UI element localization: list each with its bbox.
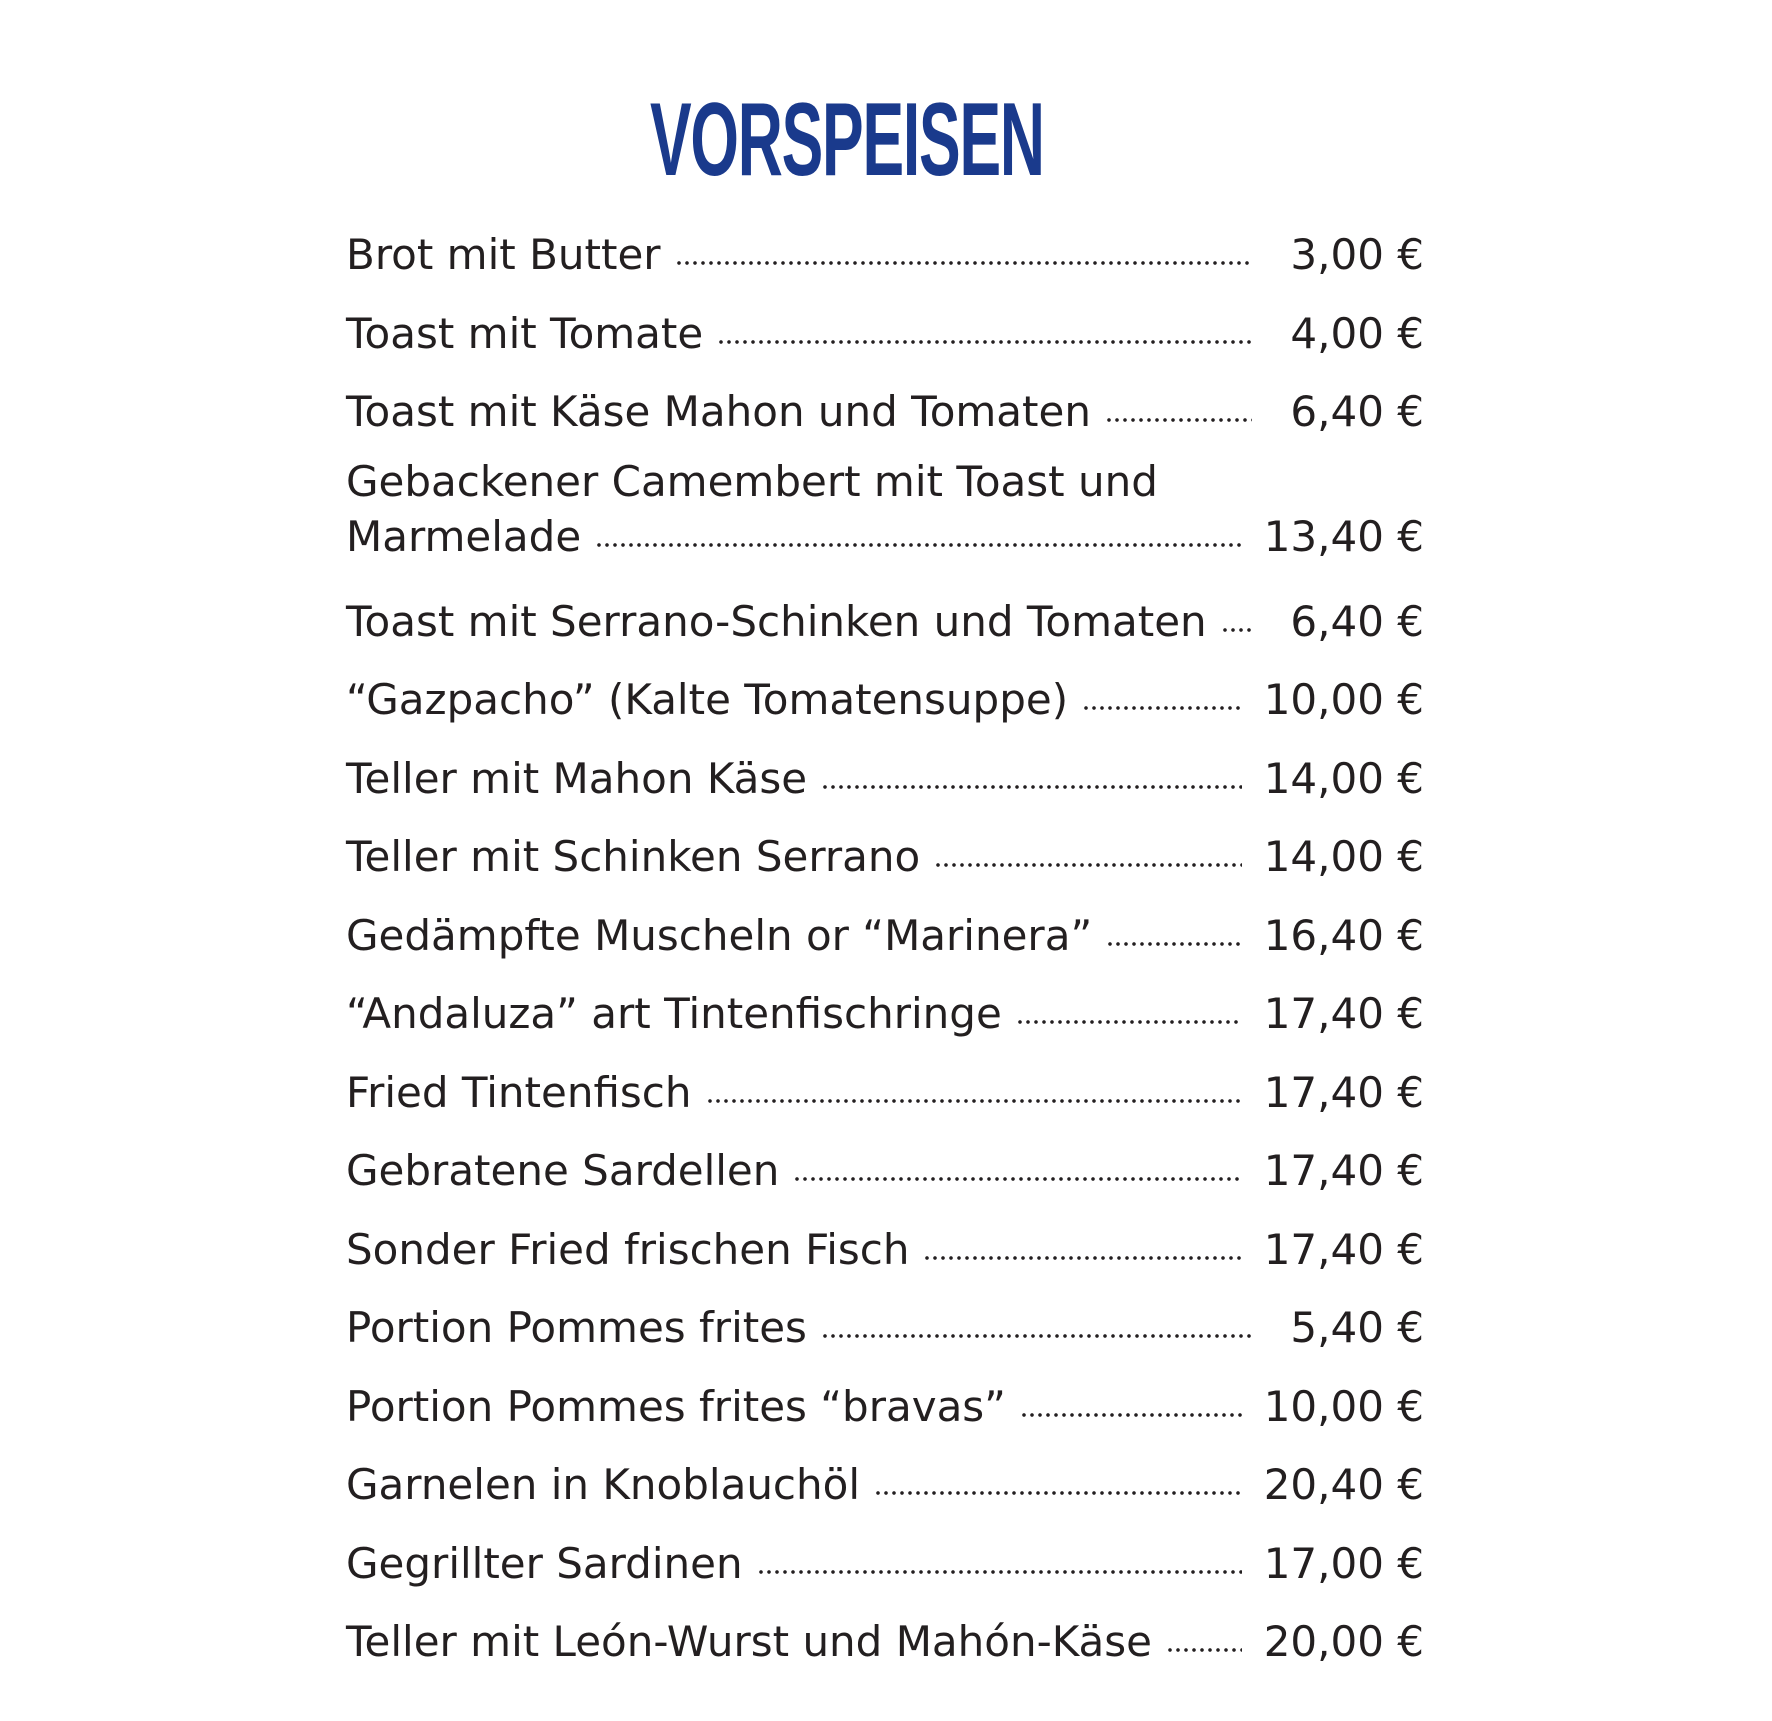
item-name: Gebratene Sardellen bbox=[346, 1146, 780, 1196]
item-name: Portion Pommes frites bbox=[346, 1303, 807, 1353]
item-price: 10,00 € bbox=[1263, 675, 1424, 725]
menu-item bbox=[346, 975, 1424, 1054]
item-name: Toast mit Tomate bbox=[346, 308, 704, 358]
item-name: “Gazpacho” (Kalte Tomatensuppe) bbox=[346, 675, 1069, 725]
menu-item-list bbox=[346, 216, 1424, 1682]
item-price: 16,40 € bbox=[1263, 910, 1424, 960]
item-name: Toast mit Serrano-Schinken und Tomaten bbox=[346, 596, 1207, 646]
item-name: Garnelen in Knoblauchöl bbox=[346, 1460, 861, 1510]
menu-item bbox=[346, 452, 1424, 583]
dot-leader bbox=[934, 863, 1241, 867]
dot-leader bbox=[874, 1491, 1242, 1495]
item-price: 17,40 € bbox=[1263, 989, 1424, 1039]
item-price: 17,40 € bbox=[1263, 1224, 1424, 1274]
dot-leader bbox=[1016, 1020, 1242, 1024]
item-price: 4,00 € bbox=[1290, 308, 1424, 358]
item-price: 17,40 € bbox=[1263, 1067, 1424, 1117]
item-name-line2-row bbox=[346, 508, 1424, 566]
item-price: 17,00 € bbox=[1263, 1538, 1424, 1588]
dot-leader bbox=[1020, 1413, 1242, 1417]
item-name: Teller mit Schinken Serrano bbox=[346, 832, 921, 882]
item-name: Portion Pommes frites “bravas” bbox=[346, 1381, 1006, 1431]
dot-leader bbox=[675, 261, 1252, 265]
dot-leader bbox=[1082, 706, 1242, 710]
menu-item bbox=[346, 1603, 1424, 1682]
menu-item bbox=[346, 1211, 1424, 1290]
dot-leader bbox=[821, 1334, 1252, 1338]
item-name: Teller mit León-Wurst und Mahón-Käse bbox=[346, 1617, 1153, 1667]
dot-leader bbox=[595, 543, 1242, 547]
dot-leader bbox=[1105, 418, 1252, 422]
dot-leader bbox=[1221, 628, 1252, 632]
item-name: Gegrillter Sardinen bbox=[346, 1538, 743, 1588]
dot-leader bbox=[717, 340, 1252, 344]
item-price: 20,40 € bbox=[1263, 1460, 1424, 1510]
item-name: Toast mit Käse Mahon und Tomaten bbox=[346, 387, 1091, 437]
dot-leader bbox=[706, 1099, 1242, 1103]
dot-leader bbox=[757, 1570, 1242, 1574]
item-price: 10,00 € bbox=[1263, 1381, 1424, 1431]
dot-leader bbox=[793, 1177, 1241, 1181]
menu-item bbox=[346, 897, 1424, 976]
menu-item bbox=[346, 661, 1424, 740]
menu-item bbox=[346, 1525, 1424, 1604]
dot-leader bbox=[1166, 1648, 1242, 1652]
item-name: Teller mit Mahon Käse bbox=[346, 753, 808, 803]
menu-item bbox=[346, 1368, 1424, 1447]
menu-item bbox=[346, 1446, 1424, 1525]
item-price: 14,00 € bbox=[1263, 753, 1424, 803]
item-name: Fried Tintenfisch bbox=[346, 1067, 692, 1117]
menu-title: VORSPEISEN bbox=[650, 82, 1044, 198]
item-price: 17,40 € bbox=[1263, 1146, 1424, 1196]
menu-item bbox=[346, 373, 1424, 452]
item-name-line2: Marmelade bbox=[346, 511, 582, 561]
item-price: 6,40 € bbox=[1290, 596, 1424, 646]
item-price: 5,40 € bbox=[1290, 1303, 1424, 1353]
menu-item bbox=[346, 818, 1424, 897]
menu-item bbox=[346, 295, 1424, 374]
menu-item bbox=[346, 583, 1424, 662]
menu-item bbox=[346, 1132, 1424, 1211]
item-name: Sonder Fried frischen Fisch bbox=[346, 1224, 910, 1274]
menu-item bbox=[346, 216, 1424, 295]
item-price: 3,00 € bbox=[1290, 230, 1424, 280]
menu-item bbox=[346, 1289, 1424, 1368]
dot-leader bbox=[821, 785, 1242, 789]
menu-item bbox=[346, 1054, 1424, 1133]
menu-item bbox=[346, 740, 1424, 819]
item-name: “Andaluza” art Tintenfischringe bbox=[346, 989, 1002, 1039]
item-price: 20,00 € bbox=[1263, 1617, 1424, 1667]
item-name: Brot mit Butter bbox=[346, 230, 661, 280]
item-name: Gedämpfte Muscheln or “Marinera” bbox=[346, 910, 1093, 960]
item-price: 14,00 € bbox=[1263, 832, 1424, 882]
item-price: 6,40 € bbox=[1290, 387, 1424, 437]
dot-leader bbox=[1106, 942, 1241, 946]
dot-leader bbox=[923, 1256, 1241, 1260]
item-name-line1: Gebackener Camembert mit Toast und bbox=[346, 456, 1158, 506]
item-price: 13,40 € bbox=[1263, 511, 1424, 561]
